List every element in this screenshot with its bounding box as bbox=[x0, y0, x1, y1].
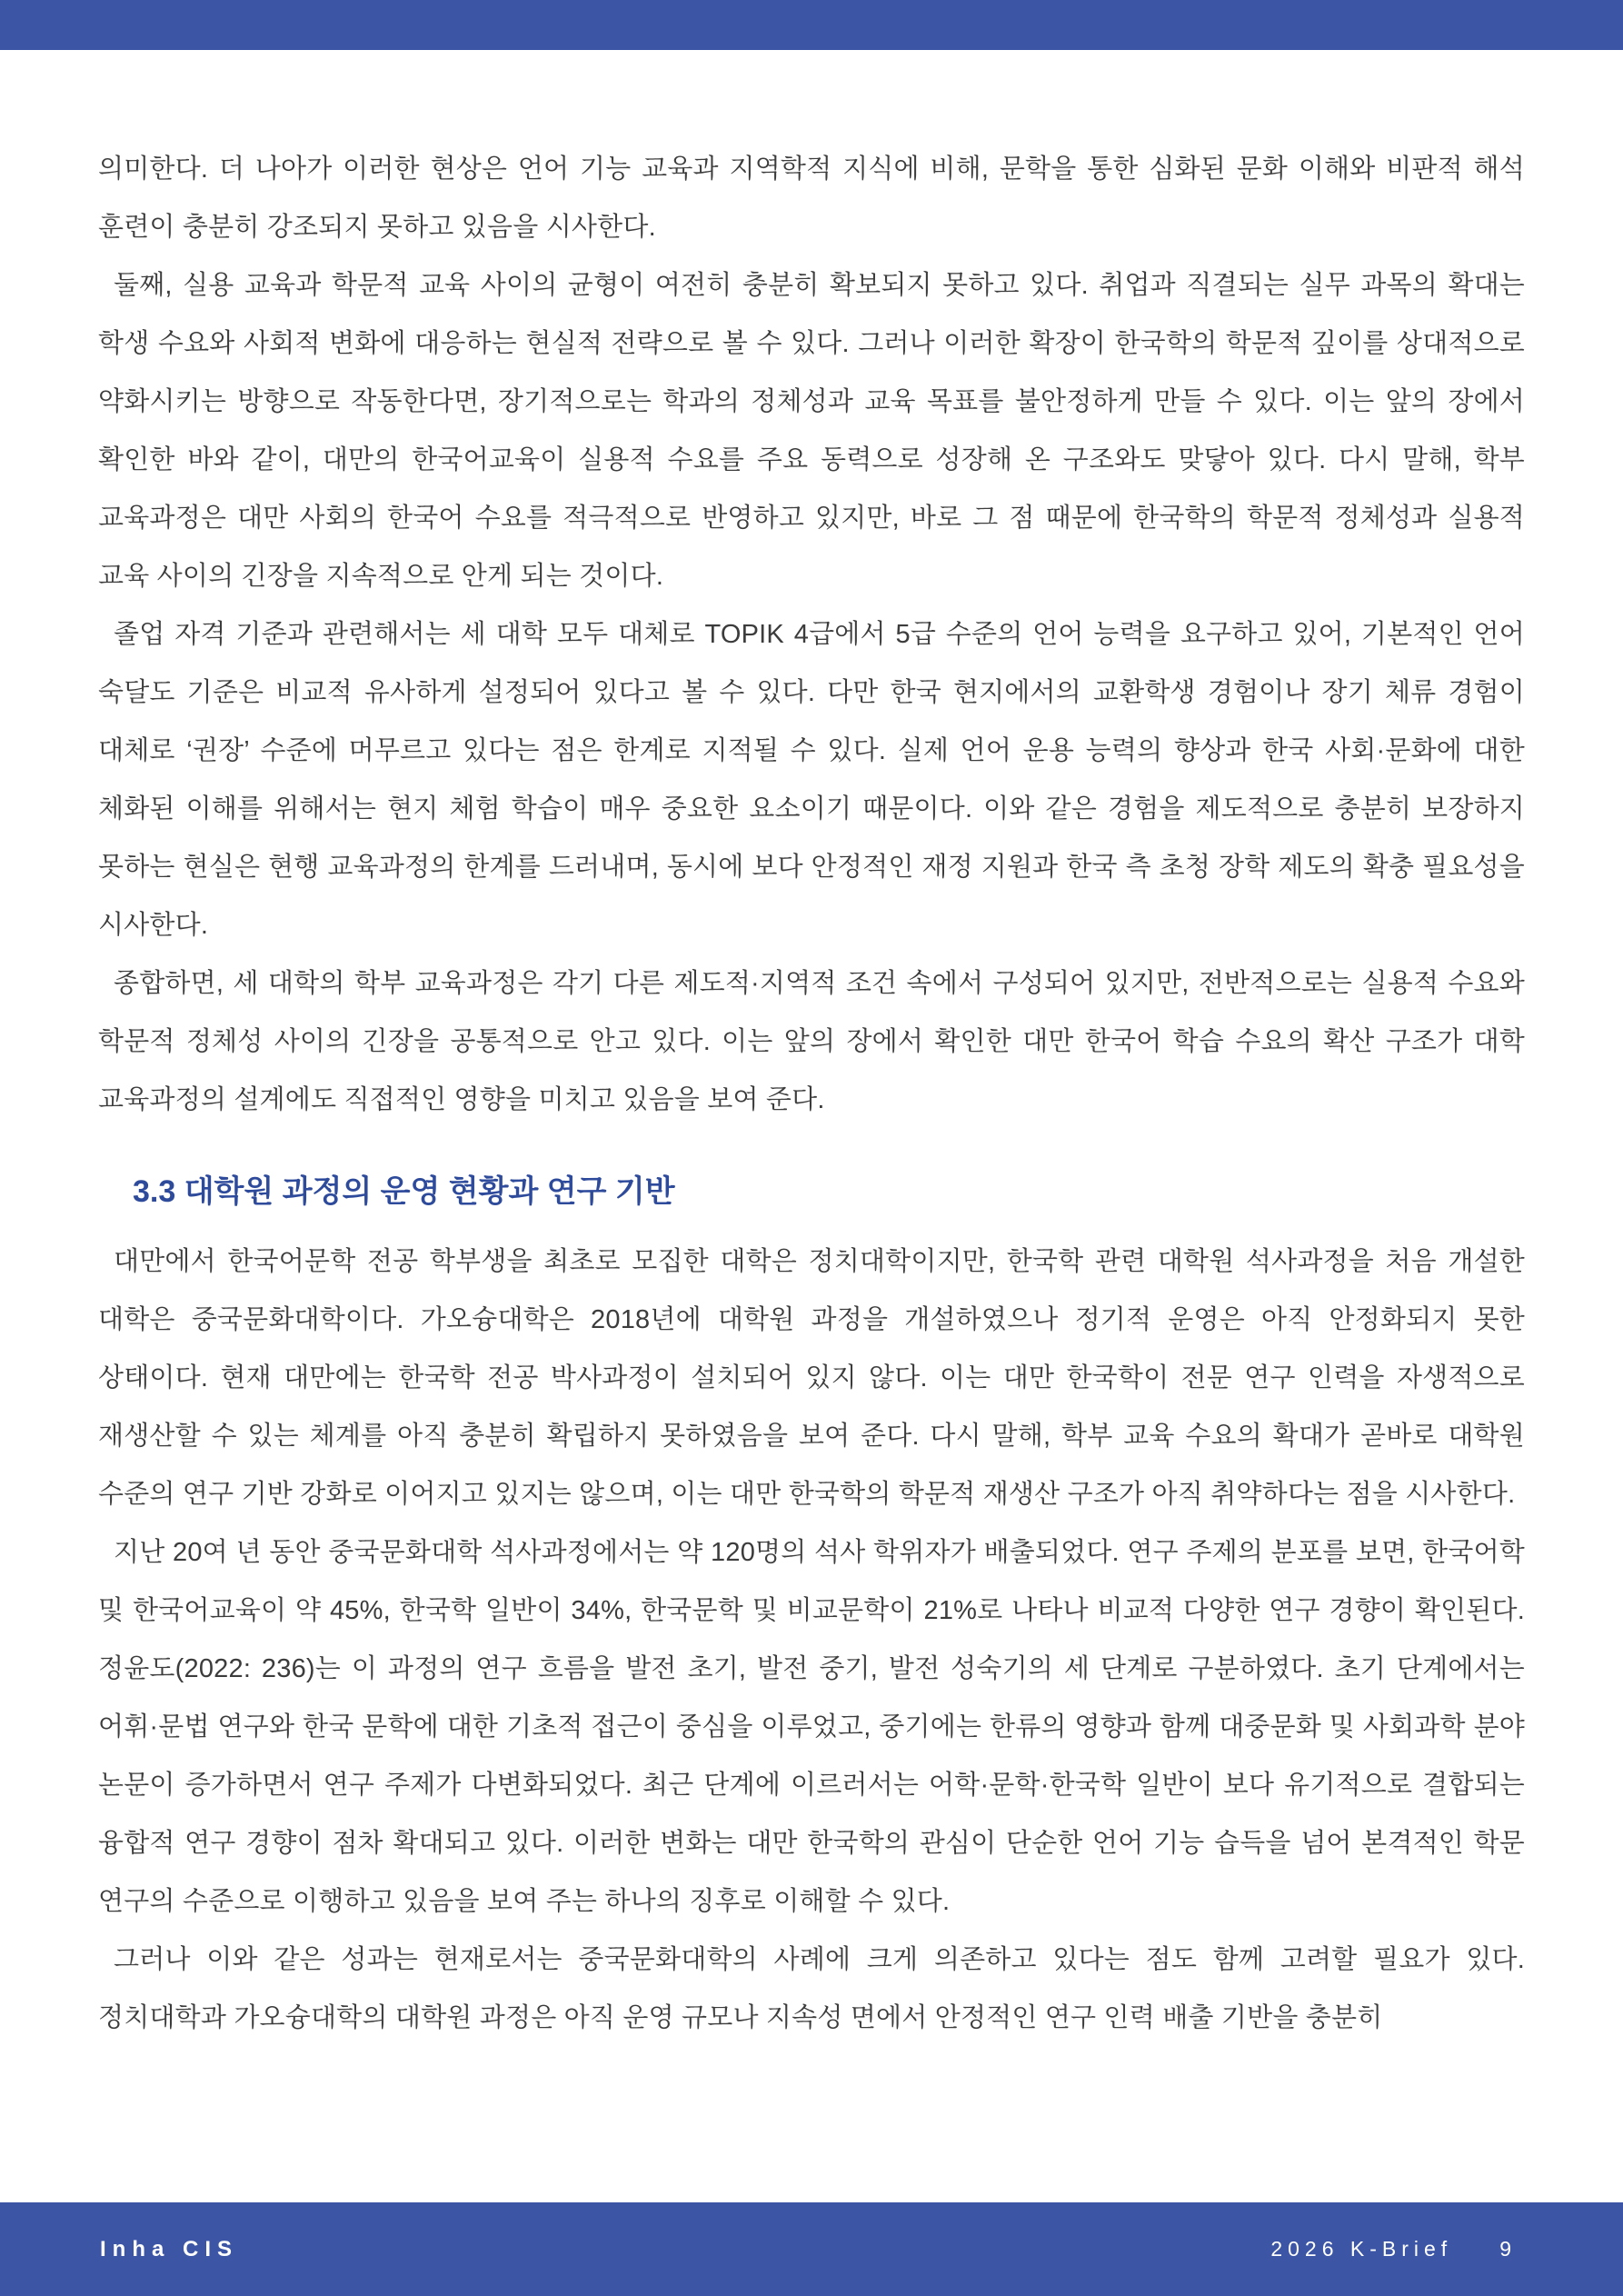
body-paragraph: 지난 20여 년 동안 중국문화대학 석사과정에서는 약 120명의 석사 학위자가 배출되었다. 연구 주제의 분포를 보면, 한국어학 및 한국어교육이 약 45%, 한국학 일반이 34%, 한국문학 및 비교문학이 21%로 나타나 비교적 다양한 연구 경향이 확인된다. 정윤도(2022: 236)는 이 과정의 연구 흐름을 발전 초기, 발전 중기, 발전 성숙기의 세 단계로 구분하였다. 초기 단계에서는 어휘·문법 연구와 한국 문학에 대한 기초적 접근이 중심을 이루었고, 중기에는 한류의 영향과 함께 대중문화 및 사회과학 분야 논문이 증가하면서 연구 주제가 다변화되었다. 최근 단계에 이르러서는 어학·문학·한국학 일반이 보다 유기적으로 결합되는 융합적 연구 경향이 점차 확대되고 있다. 이러한 변화는 대만 한국학의 관심이 단순한 언어 기능 습득을 넘어 본격적인 학문 연구의 수준으로 이행하고 있음을 보여 주는 하나의 징후로 이해할 수 있다. bbox=[98, 1538, 1525, 1916]
body-paragraph: 졸업 자격 기준과 관련해서는 세 대학 모두 대체로 TOPIK 4급에서 5급 수준의 언어 능력을 요구하고 있어, 기본적인 언어 숙달도 기준은 비교적 유사하게 설정되어 있다고 볼 수 있다. 다만 한국 현지에서의 교환학생 경험이나 장기 체류 경험이 대체로 ‘권장’ 수준에 머무르고 있다는 점은 한계로 지적될 수 있다. 실제 언어 운용 능력의 향상과 한국 사회·문화에 대한 체화된 이해를 위해서는 현지 체험 학습이 매우 중요한 요소이기 때문이다. 이와 같은 경험을 제도적으로 충분히 보장하지 못하는 현실은 현행 교육과정의 한계를 드러내며, 동시에 보다 안정적인 재정 지원과 한국 측 초청 장학 제도의 확충 필요성을 시사한다. bbox=[98, 620, 1525, 940]
body-paragraph: 의미한다. 더 나아가 이러한 현상은 언어 기능 교육과 지역학적 지식에 비해, 문학을 통한 심화된 문화 이해와 비판적 해석 훈련이 충분히 강조되지 못하고 있음을 시사한다. bbox=[98, 155, 1525, 242]
page-number: 9 bbox=[1499, 2237, 1511, 2261]
body-paragraph: 종합하면, 세 대학의 학부 교육과정은 각기 다른 제도적·지역적 조건 속에서 구성되어 있지만, 전반적으로는 실용적 수요와 학문적 정체성 사이의 긴장을 공통적으로 안고 있다. 이는 앞의 장에서 확인한 대만 한국어 학습 수요의 확산 구조가 대학 교육과정의 설계에도 직접적인 영향을 미치고 있음을 보여 준다. bbox=[98, 969, 1525, 1114]
body-paragraph: 대만에서 한국어문학 전공 학부생을 최초로 모집한 대학은 정치대학이지만, 한국학 관련 대학원 석사과정을 처음 개설한 대학은 중국문화대학이다. 가오슝대학은 2018년에 대학원 과정을 개설하였으나 정기적 운영은 아직 안정화되지 못한 상태이다. 현재 대만에는 한국학 전공 박사과정이 설치되어 있지 않다. 이는 대만 한국학이 전문 연구 인력을 자생적으로 재생산할 수 있는 체계를 아직 충분히 확립하지 못하였음을 보여 준다. 다시 말해, 학부 교육 수요의 확대가 곧바로 대학원 수준의 연구 기반 강화로 이어지고 있지는 않으며, 이는 대만 한국학의 학문적 재생산 구조가 아직 취약하다는 점을 시사한다. bbox=[98, 1247, 1525, 1509]
section-heading: 3.3 대학원 과정의 운영 현황과 연구 기반 bbox=[133, 1174, 675, 1209]
body-paragraph: 그러나 이와 같은 성과는 현재로서는 중국문화대학의 사례에 크게 의존하고 있다는 점도 함께 고려할 필요가 있다. 정치대학과 가오슝대학의 대학원 과정은 아직 운영 규모나 지속성 면에서 안정적인 연구 인력 배출 기반을 충분히 bbox=[98, 1945, 1525, 2032]
footer-brand: Inha CIS bbox=[100, 2236, 239, 2261]
body-paragraph: 둘째, 실용 교육과 학문적 교육 사이의 균형이 여전히 충분히 확보되지 못하고 있다. 취업과 직결되는 실무 과목의 확대는 학생 수요와 사회적 변화에 대응하는 현실적 전략으로 볼 수 있다. 그러나 이러한 확장이 한국학의 학문적 깊이를 상대적으로 약화시키는 방향으로 작동한다면, 장기적으로는 학과의 정체성과 교육 목표를 불안정하게 만들 수 있다. 이는 앞의 장에서 확인한 바와 같이, 대만의 한국어교육이 실용적 수요를 주요 동력으로 성장해 온 구조와도 맞닿아 있다. 다시 말해, 학부 교육과정은 대만 사회의 한국어 수요를 적극적으로 반영하고 있지만, 바로 그 점 때문에 한국학의 학문적 정체성과 실용적 교육 사이의 긴장을 지속적으로 안게 되는 것이다. bbox=[98, 271, 1525, 591]
top-accent-band bbox=[0, 0, 1623, 50]
footer-issue-label: 2026 K-Brief bbox=[1270, 2237, 1453, 2261]
page-body bbox=[98, 140, 1525, 2047]
footer-issue bbox=[1270, 2237, 1511, 2261]
page-footer bbox=[0, 2202, 1623, 2296]
